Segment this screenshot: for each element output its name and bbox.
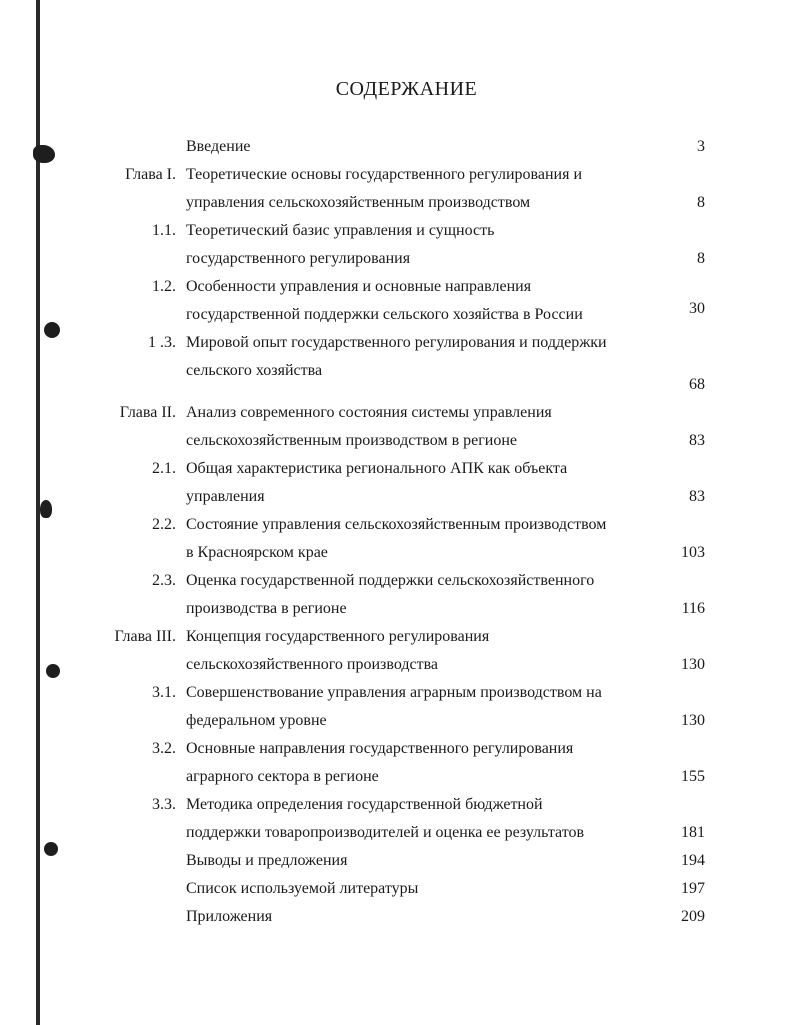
entry-title	[186, 791, 656, 847]
entry-title-line: Особенности управления и основные направления	[186, 278, 532, 295]
entry-number: 3.2.	[152, 740, 176, 757]
entry-page: 68	[689, 376, 705, 393]
entry-page: 155	[681, 768, 705, 785]
entry-page: 8	[697, 250, 705, 267]
entry-title	[186, 329, 656, 385]
toc-entry-chapter-3	[0, 623, 793, 679]
entry-title-line: сельскохозяйственного производства	[186, 656, 439, 673]
entry-page: 3	[697, 138, 705, 155]
entry-title	[186, 623, 656, 679]
entry-title-line: Общая характеристика регионального АПК как объекта	[186, 460, 568, 477]
entry-title	[186, 273, 656, 329]
entry-page: 8	[697, 194, 705, 211]
entry-title	[186, 133, 656, 161]
entry-number: 1.1.	[152, 222, 176, 239]
entry-title-line: Мировой опыт государственного регулирования и поддержки	[186, 334, 607, 351]
toc-entry-appendices	[0, 903, 793, 931]
entry-title-line: Оценка государственной поддержки сельскохозяйственного	[186, 572, 595, 589]
entry-title-line: Анализ современного состояния системы управления	[186, 404, 552, 421]
toc-entry-1-3	[0, 329, 793, 393]
entry-title	[186, 455, 656, 511]
entry-title-line: поддержки товаропроизводителей и оценка ее результатов	[186, 824, 585, 841]
entry-number: Глава II.	[119, 404, 176, 421]
entry-number: 2.1.	[152, 460, 176, 477]
entry-page: 130	[681, 656, 705, 673]
entry-page: 30	[689, 300, 705, 317]
entry-title-line: государственного регулирования	[186, 250, 411, 267]
entry-number: Глава III.	[114, 628, 176, 645]
entry-title-line: Теоретические основы государственного регулирования и	[186, 166, 583, 183]
entry-title-line: Выводы и предложения	[186, 852, 348, 869]
entry-title-line: сельскохозяйственным производством в регионе	[186, 432, 518, 449]
entry-page: 197	[681, 880, 705, 897]
entry-title-line: Список используемой литературы	[186, 880, 419, 897]
entry-number: 2.3.	[152, 572, 176, 589]
toc-entry-1-1	[0, 217, 793, 273]
entry-page: 181	[681, 824, 705, 841]
entry-page: 116	[681, 600, 705, 617]
entry-number: Глава I.	[125, 166, 176, 183]
entry-title-line: производства в регионе	[186, 600, 347, 617]
entry-title-line: управления сельскохозяйственным производством	[186, 194, 531, 211]
entry-title-line: федеральном уровне	[186, 712, 327, 729]
entry-title-line: государственной поддержки сельского хозяйства в России	[186, 306, 583, 323]
entry-title	[186, 847, 656, 875]
entry-title	[186, 875, 656, 903]
entry-page: 83	[689, 488, 705, 505]
toc-entry-3-1	[0, 679, 793, 735]
entry-page: 194	[681, 852, 705, 869]
toc-entry-chapter-2	[0, 399, 793, 455]
entry-title-line: аграрного сектора в регионе	[186, 768, 379, 785]
entry-page: 130	[681, 712, 705, 729]
toc-entry-3-2	[0, 735, 793, 791]
entry-title-line: Приложения	[186, 908, 273, 925]
toc-entry-2-3	[0, 567, 793, 623]
entry-page: 209	[681, 908, 705, 925]
toc-entry-conclusions	[0, 847, 793, 875]
entry-title-line: Состояние управления сельскохозяйственным производством	[186, 516, 607, 533]
entry-title	[186, 679, 656, 735]
entry-title-line: Методика определения государственной бюджетной	[186, 796, 543, 813]
entry-title	[186, 511, 656, 567]
entry-number: 3.3.	[152, 796, 176, 813]
entry-title-line: в Красноярском крае	[186, 544, 328, 561]
entry-title	[186, 903, 656, 931]
toc-entry-2-1	[0, 455, 793, 511]
entry-title-line: Совершенствование управления аграрным производством на	[186, 684, 602, 701]
entry-title-line: сельского хозяйства	[186, 362, 323, 379]
entry-title	[186, 217, 656, 273]
entry-number: 1 .3.	[148, 334, 176, 351]
toc-entry-references	[0, 875, 793, 903]
page-title: СОДЕРЖАНИЕ	[335, 78, 478, 100]
entry-title-line: Основные направления государственного регулирования	[186, 740, 574, 757]
entry-title-line: Теоретический базис управления и сущность	[186, 222, 495, 239]
toc-entry-introduction	[0, 133, 793, 161]
table-of-contents	[0, 133, 793, 931]
entry-title-line: Концепция государственного регулирования	[186, 628, 490, 645]
toc-entry-2-2	[0, 511, 793, 567]
entry-number: 1.2.	[152, 278, 176, 295]
entry-title	[186, 567, 656, 623]
entry-title	[186, 399, 656, 455]
entry-page: 103	[681, 544, 705, 561]
toc-entry-3-3	[0, 791, 793, 847]
toc-entry-chapter-1	[0, 161, 793, 217]
toc-entry-1-2	[0, 273, 793, 329]
entry-title	[186, 735, 656, 791]
entry-number: 2.2.	[152, 516, 176, 533]
entry-number: 3.1.	[152, 684, 176, 701]
entry-title-line: Введение	[186, 138, 251, 155]
entry-title	[186, 161, 656, 217]
entry-page: 83	[689, 432, 705, 449]
entry-title-line: управления	[186, 488, 265, 505]
